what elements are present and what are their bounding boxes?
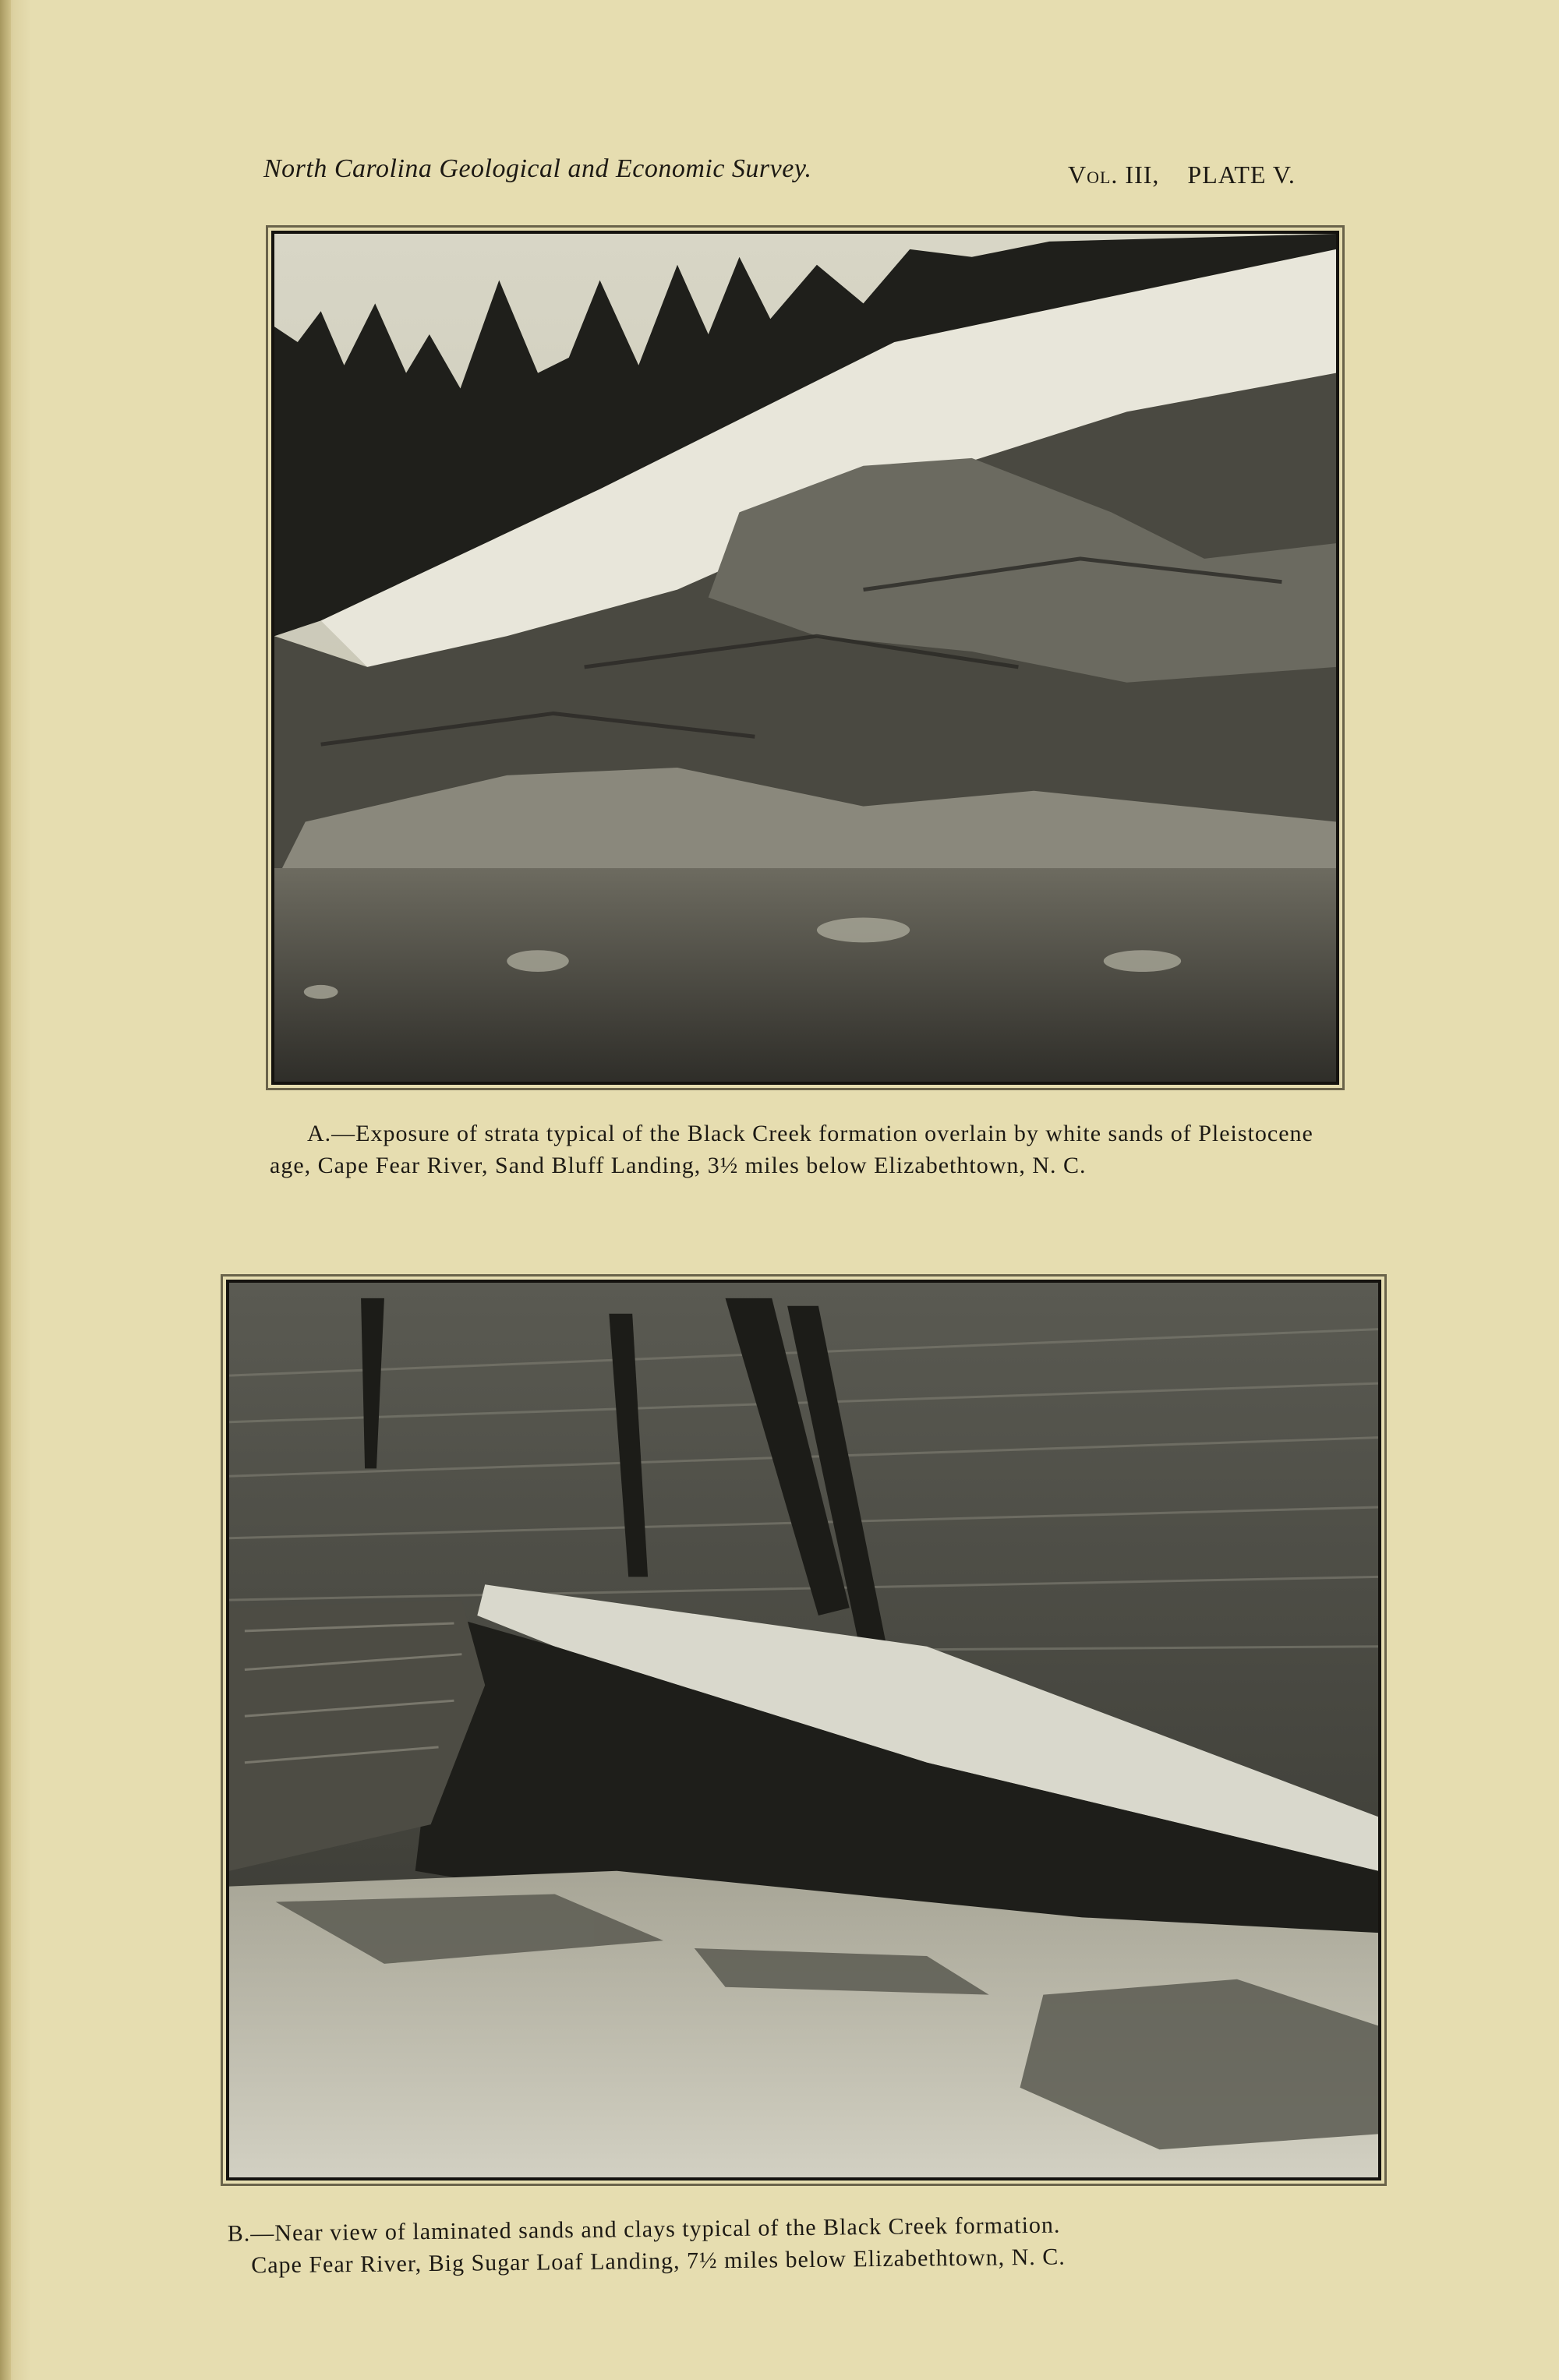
plate-label: PLATE V. xyxy=(1187,161,1296,189)
page-edge xyxy=(0,0,11,2380)
photo-plate-a xyxy=(271,231,1339,1085)
running-header-plate xyxy=(1068,161,1296,189)
bluff-photograph xyxy=(274,234,1336,1082)
photo-plate-b xyxy=(226,1280,1381,2180)
volume-label: Vol. III, xyxy=(1068,161,1160,189)
caption-plate-a: A.—Exposure of strata typical of the Black Creek formation overlain by white sands of Pleistocene age, Cape Fear River, Sand Bluff Landing, 3½ miles below Elizabethtown, N. C. xyxy=(270,1121,1313,1178)
laminated-strata-photograph xyxy=(229,1283,1378,2177)
running-header-title: North Carolina Geological and Economic Survey. xyxy=(263,154,812,183)
caption-plate-b-line2: Cape Fear River, Big Sugar Loaf Landing, 7½ miles below Elizabethtown, N. C. xyxy=(251,2244,1066,2279)
caption-plate-b-line1: B.—Near view of laminated sands and clays typical of the Black Creek formation. xyxy=(227,2212,1061,2247)
caption-plate-b xyxy=(228,2205,1382,2281)
